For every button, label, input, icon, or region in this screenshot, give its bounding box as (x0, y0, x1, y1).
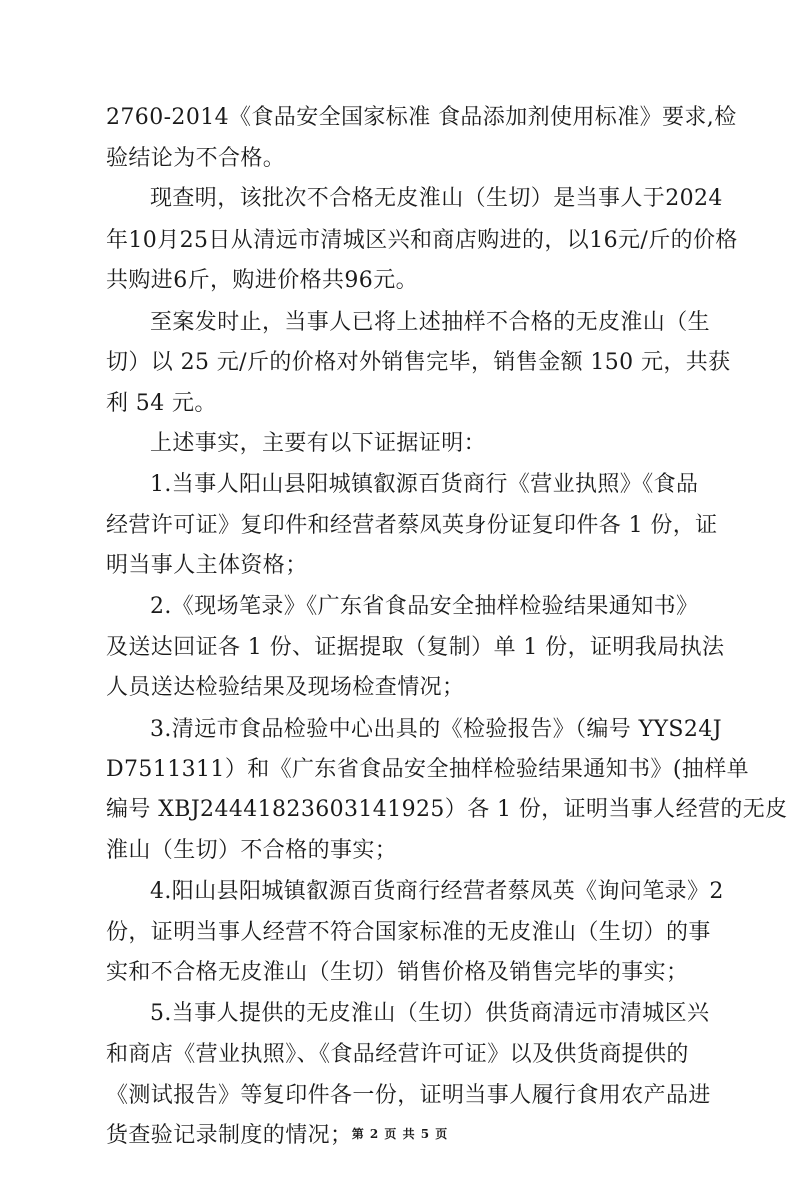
text-line-21: 份，证明当事人经营不符合国家标准的无皮淮山（生切）的事 (106, 920, 711, 945)
text-line-9: 上述事实，主要有以下证据证明： (150, 431, 487, 456)
text-line-12: 明当事人主体资格； (106, 553, 308, 578)
page-number: 第 2 页 共 5 页 (351, 1127, 449, 1141)
text-line-26-overflow-guard: 货查验记录制度的情况； (106, 1123, 353, 1148)
text-line-3: 现查明，该批次不合格无皮淮山（生切）是当事人于2024 (150, 186, 723, 211)
text-line-6: 至案发时止，当事人已将上述抽样不合格的无皮淮山（生 (150, 310, 711, 335)
text-line-20: 4.阳山县阳城镇叡源百货商行经营者蔡凤英《询问笔录》2 (150, 879, 724, 904)
text-line-10: 1.当事人阳山县阳城镇叡源百货商行《营业执照》《食品 (150, 472, 699, 497)
text-line-24: 和商店《营业执照》、《食品经营许可证》以及供货商提供的 (106, 1042, 689, 1067)
text-line-14: 及送达回证各 1 份、证据提取（复制）单 1 份，证明我局执法 (106, 635, 725, 660)
text-line-15: 人员送达检验结果及现场检查情况； (106, 675, 465, 700)
text-line-16: 3.清远市食品检验中心出具的《检验报告》（编号 YYS24J (150, 717, 722, 742)
text-line-13: 2.《现场笔录》《广东省食品安全抽样检验结果通知书》 (150, 594, 699, 619)
text-line-8: 利 54 元。 (106, 391, 217, 416)
text-line-2: 验结论为不合格。 (106, 146, 286, 171)
text-line-5: 共购进6斤，购进价格共96元。 (106, 268, 418, 293)
text-line-1: 2760-2014《食品安全国家标准 食品添加剂使用标准》要求,检 (106, 105, 737, 130)
text-line-7: 切）以 25 元/斤的价格对外销售完毕，销售金额 150 元，共获 (106, 350, 731, 375)
text-line-4: 年10月25日从清远市清城区兴和商店购进的，以16元/斤的价格 (106, 228, 738, 253)
text-line-11: 经营许可证》复印件和经营者蔡凤英身份证复印件各 1 份，证 (106, 513, 718, 538)
text-line-19: 淮山（生切）不合格的事实； (106, 838, 398, 863)
text-line-23: 5.当事人提供的无皮淮山（生切）供货商清远市清城区兴 (150, 1001, 710, 1026)
text-line-17: D7511311）和《广东省食品安全抽样检验结果通知书》(抽样单 (106, 757, 750, 782)
text-line-18: 编号 XBJ24441823603141925）各 1 份，证明当事人经营的无皮 (106, 797, 788, 822)
text-line-22: 实和不合格无皮淮山（生切）销售价格及销售完毕的事实； (106, 960, 689, 985)
text-line-25: 《测试报告》等复印件各一份，证明当事人履行食用农产品进 (106, 1083, 711, 1108)
